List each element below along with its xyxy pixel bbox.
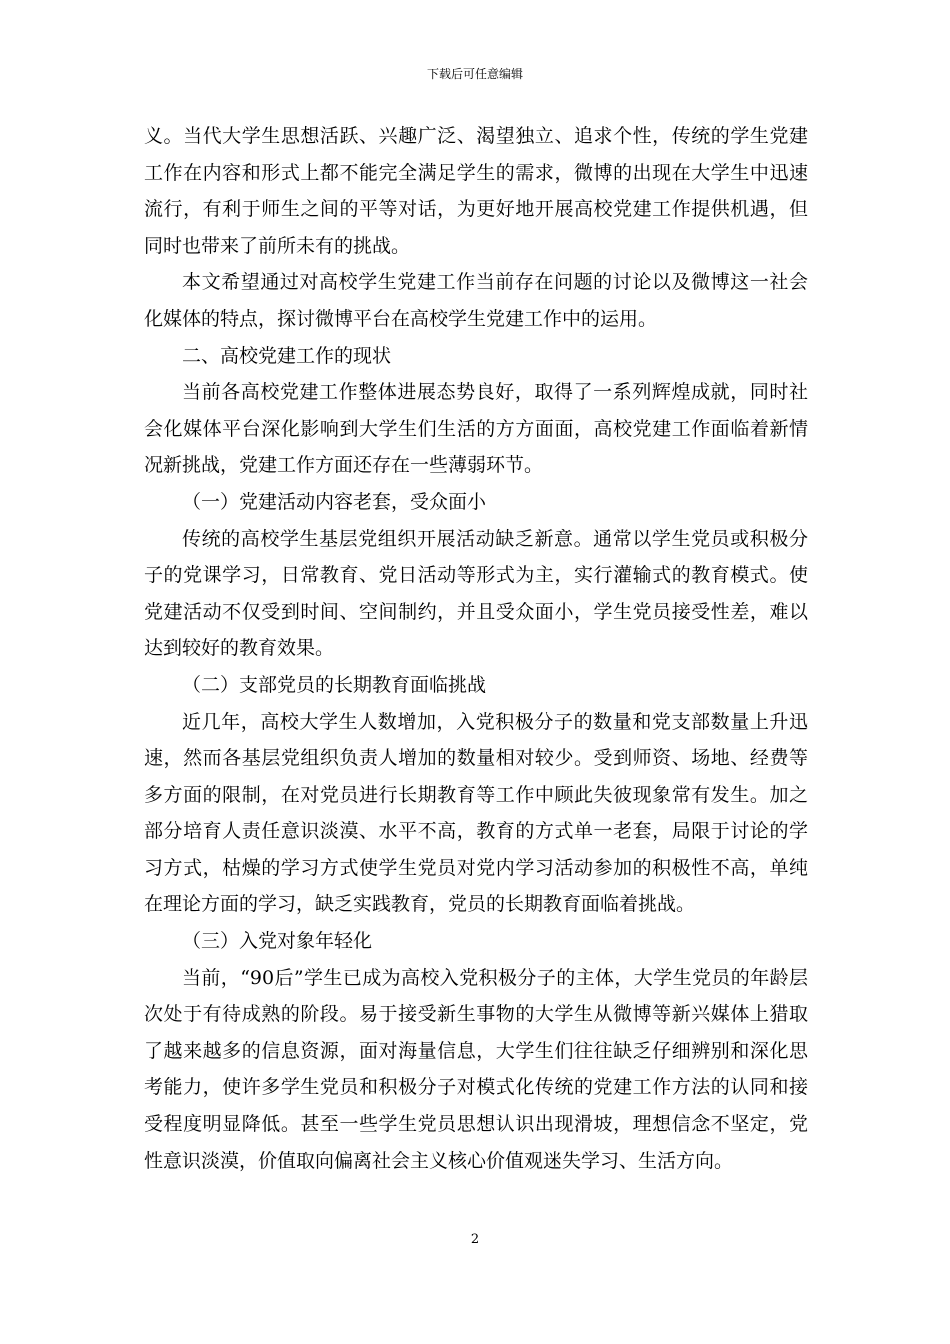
subsection-heading-3: （三）入党对象年轻化 [182,930,373,953]
page-number: 2 [470,1232,480,1247]
page-header: 下载后可任意编辑 [426,67,523,81]
subsection-heading-2: （二）支部党员的长期教育面临挑战 [182,673,487,696]
paragraph-purpose: 本文希望通过对高校学生党建工作当前存在问题的讨论以及微博这一社会化媒体的特点，探讨微博平台在高校学生党建工作中的运用。 [144,271,808,330]
paragraph-youth: 当前，“90后”学生已成为高校入党积极分子的主体，大学生党员的年龄层次处于有待成熟的阶段。易于接受新生事物的大学生从微博等新兴媒体上猎取了越来越多的信息资源，面对海量信息，大学生们往往缺乏仔细辨别和深化思考能力，使许多学生党员和积极分子对模式化传统的党建工作方法的认同和接受程度明显降低。甚至一些学生党员思想认识出现滑坡，理想信念不坚定，党性意识淡漠，价值取向偏离社会主义核心价值观迷失学习、生活方向。 [144,966,808,1172]
document-body [144,118,808,1179]
paragraph-activities: 传统的高校学生基层党组织开展活动缺乏新意。通常以学生党员或积极分子的党课学习，日常教育、党日活动等形式为主，实行灌输式的教育模式。使党建活动不仅受到时间、空间制约，并且受众面小，学生党员接受性差，难以达到较好的教育效果。 [144,527,808,660]
paragraph-education: 近几年，高校大学生人数增加，入党积极分子的数量和党支部数量上升迅速，然而各基层党组织负责人增加的数量相对较少。受到师资、场地、经费等多方面的限制，在对党员进行长期教育等工作中顾此失彼现象常有发生。加之部分培育人责任意识淡漠、水平不高，教育的方式单一老套，局限于讨论的学习方式，枯燥的学习方式使学生党员对党内学习活动参加的积极性不高，单纯在理论方面的学习，缺乏实践教育，党员的长期教育面临着挑战。 [144,710,808,916]
paragraph-continuation: 义。当代大学生思想活跃、兴趣广泛、渴望独立、追求个性，传统的学生党建工作在内容和形式上都不能完全满足学生的需求，微博的出现在大学生中迅速流行，有利于师生之间的平等对话，为更好地开展高校党建工作提供机遇，但同时也带来了前所未有的挑战。 [144,125,808,257]
subsection-heading-1: （一）党建活动内容老套，受众面小 [182,490,487,513]
section-heading: 二、高校党建工作的现状 [182,344,392,367]
paragraph-status: 当前各高校党建工作整体进展态势良好，取得了一系列辉煌成就，同时社会化媒体平台深化影响到大学生们生活的方方面面，高校党建工作面临着新情况新挑战，党建工作方面还存在一些薄弱环节。 [144,381,808,477]
